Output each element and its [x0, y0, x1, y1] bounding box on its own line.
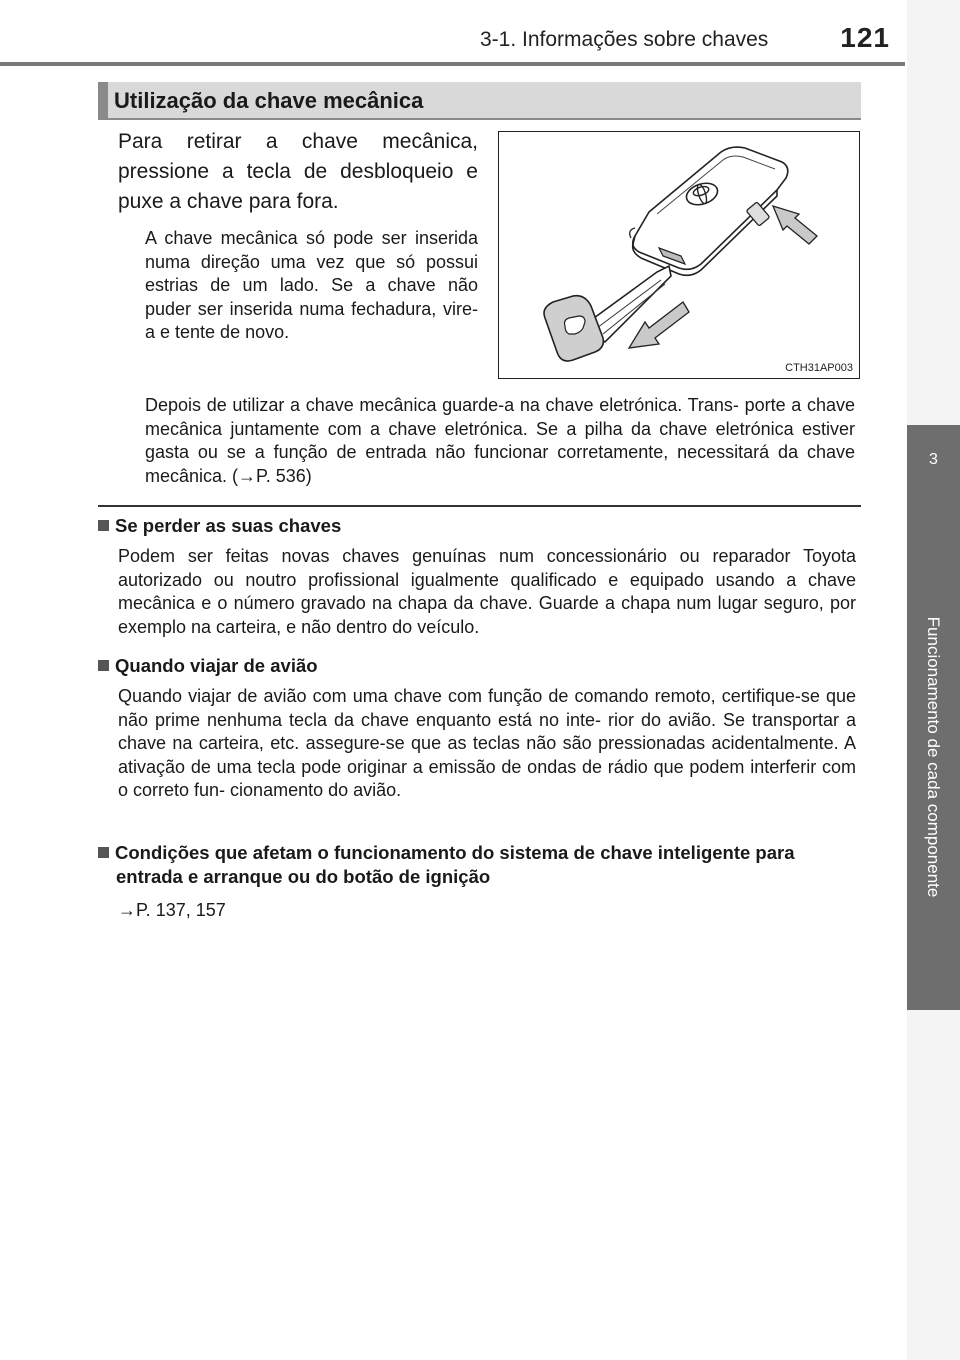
item-heading-text: Condições que afetam o funcionamento do sistema de chave inteligente para entrada e arranque ou do botão de ignição [115, 842, 795, 887]
running-header: 3-1. Informações sobre chaves [480, 28, 769, 51]
item-body: →P. 137, 157 [118, 900, 226, 920]
side-tab-top [907, 0, 960, 440]
square-bullet-icon [98, 660, 109, 671]
item-heading-text: Se perder as suas chaves [115, 515, 342, 536]
header-rule [0, 62, 905, 66]
item-body: Quando viajar de avião com uma chave com função de comando remoto, certifique-se que não prime nenhuma tecla da chave enquanto está no inte- rior do avião. Se transportar a chave na carteira, etc. assegure-se que as teclas não são pressionadas acidentalmente. A ativação de uma tecla pode originar a emissão de ondas de rádio que podem interferir com o correto fun- cionamento do avião. [118, 686, 856, 800]
key-drawing [499, 132, 861, 380]
item-heading [98, 841, 860, 888]
section-heading-bar [98, 82, 861, 120]
key-illustration [498, 131, 860, 379]
section-divider [98, 505, 861, 507]
chapter-number: 3 [907, 425, 960, 505]
note-paragraph-2: Depois de utilizar a chave mecânica guarde-a na chave eletrónica. Trans- porte a chave mecânica juntamente com a chave eletrónica. Se a pilha da chave eletrónica estiver gasta ou se a função de entrada não funcionar corretamente, necessitará da chave mecânica. (→P. 536) [145, 395, 855, 486]
figure-code: CTH31AP003 [785, 362, 853, 374]
section-bar-mark [98, 82, 108, 118]
square-bullet-icon [98, 520, 109, 531]
item-heading [98, 514, 860, 538]
item-heading [98, 654, 860, 678]
section-title: Utilização da chave mecânica [114, 88, 424, 113]
lead-paragraph: Para retirar a chave mecânica, pressione a tecla de desbloqueio e puxe a chave para fora. [118, 130, 478, 213]
side-tab-bottom [907, 1010, 960, 1360]
square-bullet-icon [98, 847, 109, 858]
item-body: Podem ser feitas novas chaves genuínas num concessionário ou reparador Toyota autorizado ou noutro profissional igualmente qualificado e equipado usando a chave mecânica e o número gravado na chapa da chave. Guarde a chapa num lugar seguro, por exemplo na carteira, e não dentro do veículo. [118, 546, 856, 637]
page-number: 121 [840, 22, 890, 53]
note-paragraph-1: A chave mecânica só pode ser inserida numa direção uma vez que só possui estrias de um lado. Se a chave não puder ser inserida numa fechadura, vire-a e tente de novo. [145, 228, 478, 342]
item-heading-text: Quando viajar de avião [115, 655, 318, 676]
chapter-title: Funcionamento de cada componente [924, 616, 943, 898]
push-arrow [773, 206, 817, 244]
